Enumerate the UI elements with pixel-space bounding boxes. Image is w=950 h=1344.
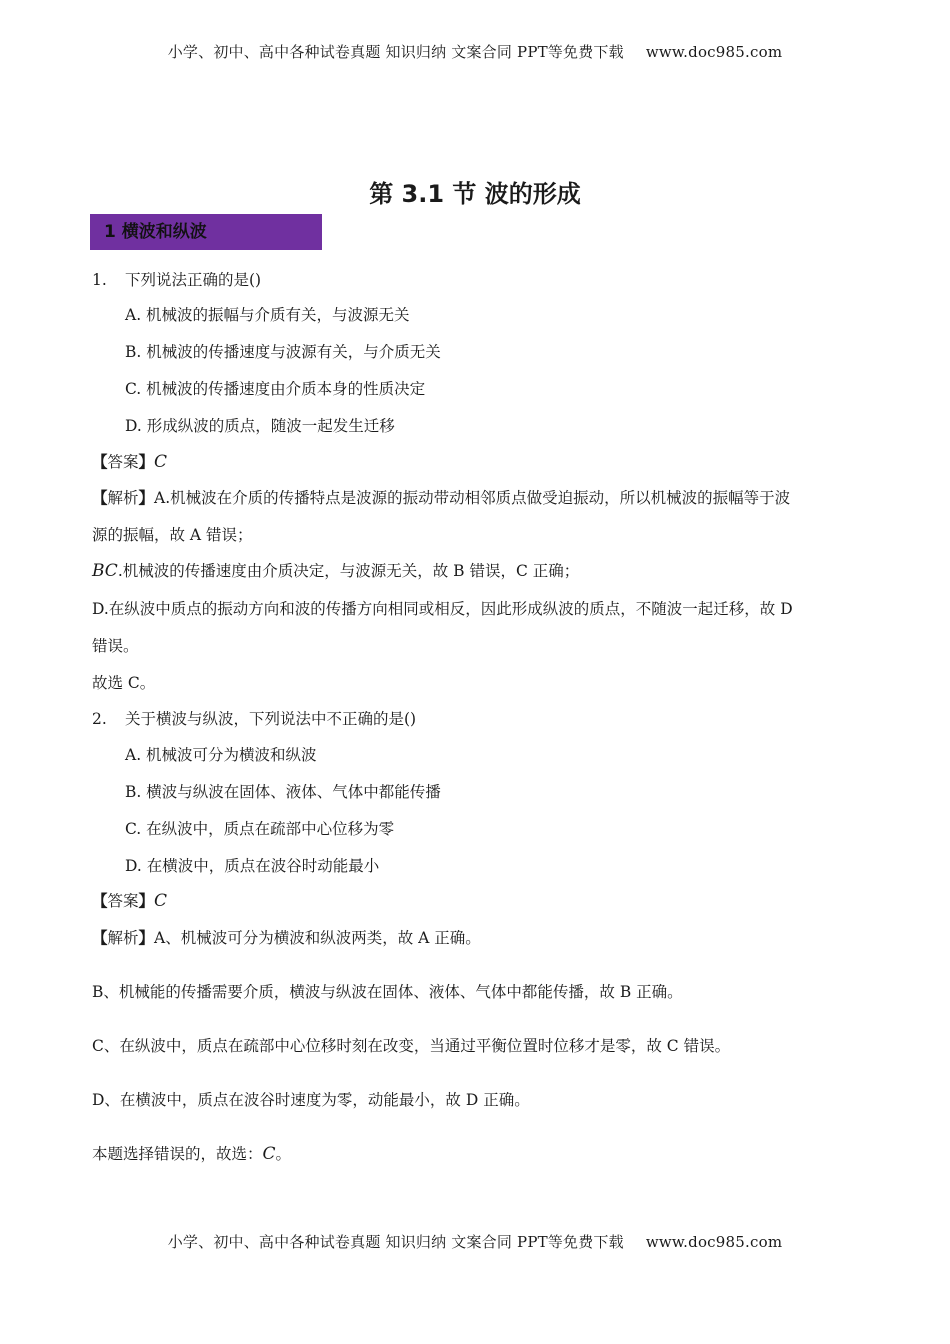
q1-option-d: D. 形成纵波的质点，随波一起发生迁移	[125, 417, 395, 435]
q1-analysis-label: 解析	[107, 489, 139, 507]
q1-option-c: C. 机械波的传播速度由介质本身的性质决定	[125, 380, 426, 398]
q1-conclusion: 故选 C。	[92, 674, 156, 692]
q2-answer-value: C	[154, 891, 168, 911]
q1-option-a: A. 机械波的振幅与介质有关，与波源无关	[125, 306, 410, 324]
q2-answer-label: 答案	[107, 892, 139, 910]
q1-analysis-line-1: 【解析】A.机械波在介质的传播特点是波源的振动带动相邻质点做受迫振动，所以机械波的振幅等于波	[92, 488, 791, 507]
section-heading: 1 横波和纵波	[90, 214, 322, 250]
q2-analysis-label: 解析	[107, 929, 139, 947]
q1-analysis-line-4: D.在纵波中质点的振动方向和波的传播方向相同或相反，因此形成纵波的质点，不随波一起迁移，故 D	[92, 600, 793, 618]
q1-analysis-line-2: 源的振幅，故 A 错误；	[92, 526, 253, 544]
q1-answer-label: 答案	[107, 453, 139, 471]
page-title: 第 3.1 节 波的形成	[369, 180, 581, 208]
q2-option-d: D. 在横波中，质点在波谷时动能最小	[125, 857, 380, 875]
question-1-number: 1.	[92, 271, 107, 289]
page-footer	[0, 1231, 950, 1252]
q1-answer-value: C	[154, 452, 168, 472]
q2-option-c: C. 在纵波中，质点在疏部中心位移为零	[125, 820, 395, 838]
footer-text: 小学、初中、高中各种试卷真题 知识归纳 文案合同 PPT等免费下载	[167, 1233, 624, 1251]
q2-option-a: A. 机械波可分为横波和纵波	[125, 746, 317, 764]
header-text: 小学、初中、高中各种试卷真题 知识归纳 文案合同 PPT等免费下载	[167, 43, 624, 61]
question-2-stem: 关于横波与纵波，下列说法中不正确的是()	[125, 710, 417, 728]
q2-analysis-line-2: B、机械能的传播需要介质，横波与纵波在固体、液体、气体中都能传播，故 B 正确。	[92, 983, 683, 1001]
q1-option-b: B. 机械波的传播速度与波源有关，与介质无关	[125, 343, 441, 361]
footer-site-link[interactable]: www.doc985.com	[645, 1233, 783, 1251]
q2-answer-line: 【答案】C	[92, 891, 168, 911]
q2-analysis-line-3: C、在纵波中，质点在疏部中心位移时刻在改变，当通过平衡位置时位移才是零，故 C 错误。	[92, 1037, 731, 1055]
page-header	[0, 41, 950, 62]
question-2	[92, 707, 416, 729]
q2-option-b: B. 横波与纵波在固体、液体、气体中都能传播	[125, 783, 441, 801]
q2-analysis-line-1: 【解析】A、机械波可分为横波和纵波两类，故 A 正确。	[92, 928, 481, 947]
q2-conclusion: 本题选择错误的，故选：C。	[92, 1144, 292, 1164]
q1-analysis-line-5: 错误。	[92, 637, 139, 655]
question-2-number: 2.	[92, 710, 107, 728]
header-site-link[interactable]: www.doc985.com	[645, 43, 783, 61]
question-1	[92, 268, 261, 290]
question-1-stem: 下列说法正确的是()	[125, 271, 262, 289]
q2-analysis-line-4: D、在横波中，质点在波谷时速度为零，动能最小，故 D 正确。	[92, 1091, 530, 1109]
q1-answer-line: 【答案】C	[92, 452, 168, 472]
q1-analysis-line-3: BC.机械波的传播速度由介质决定，与波源无关，故 B 错误，C 正确；	[92, 561, 580, 581]
